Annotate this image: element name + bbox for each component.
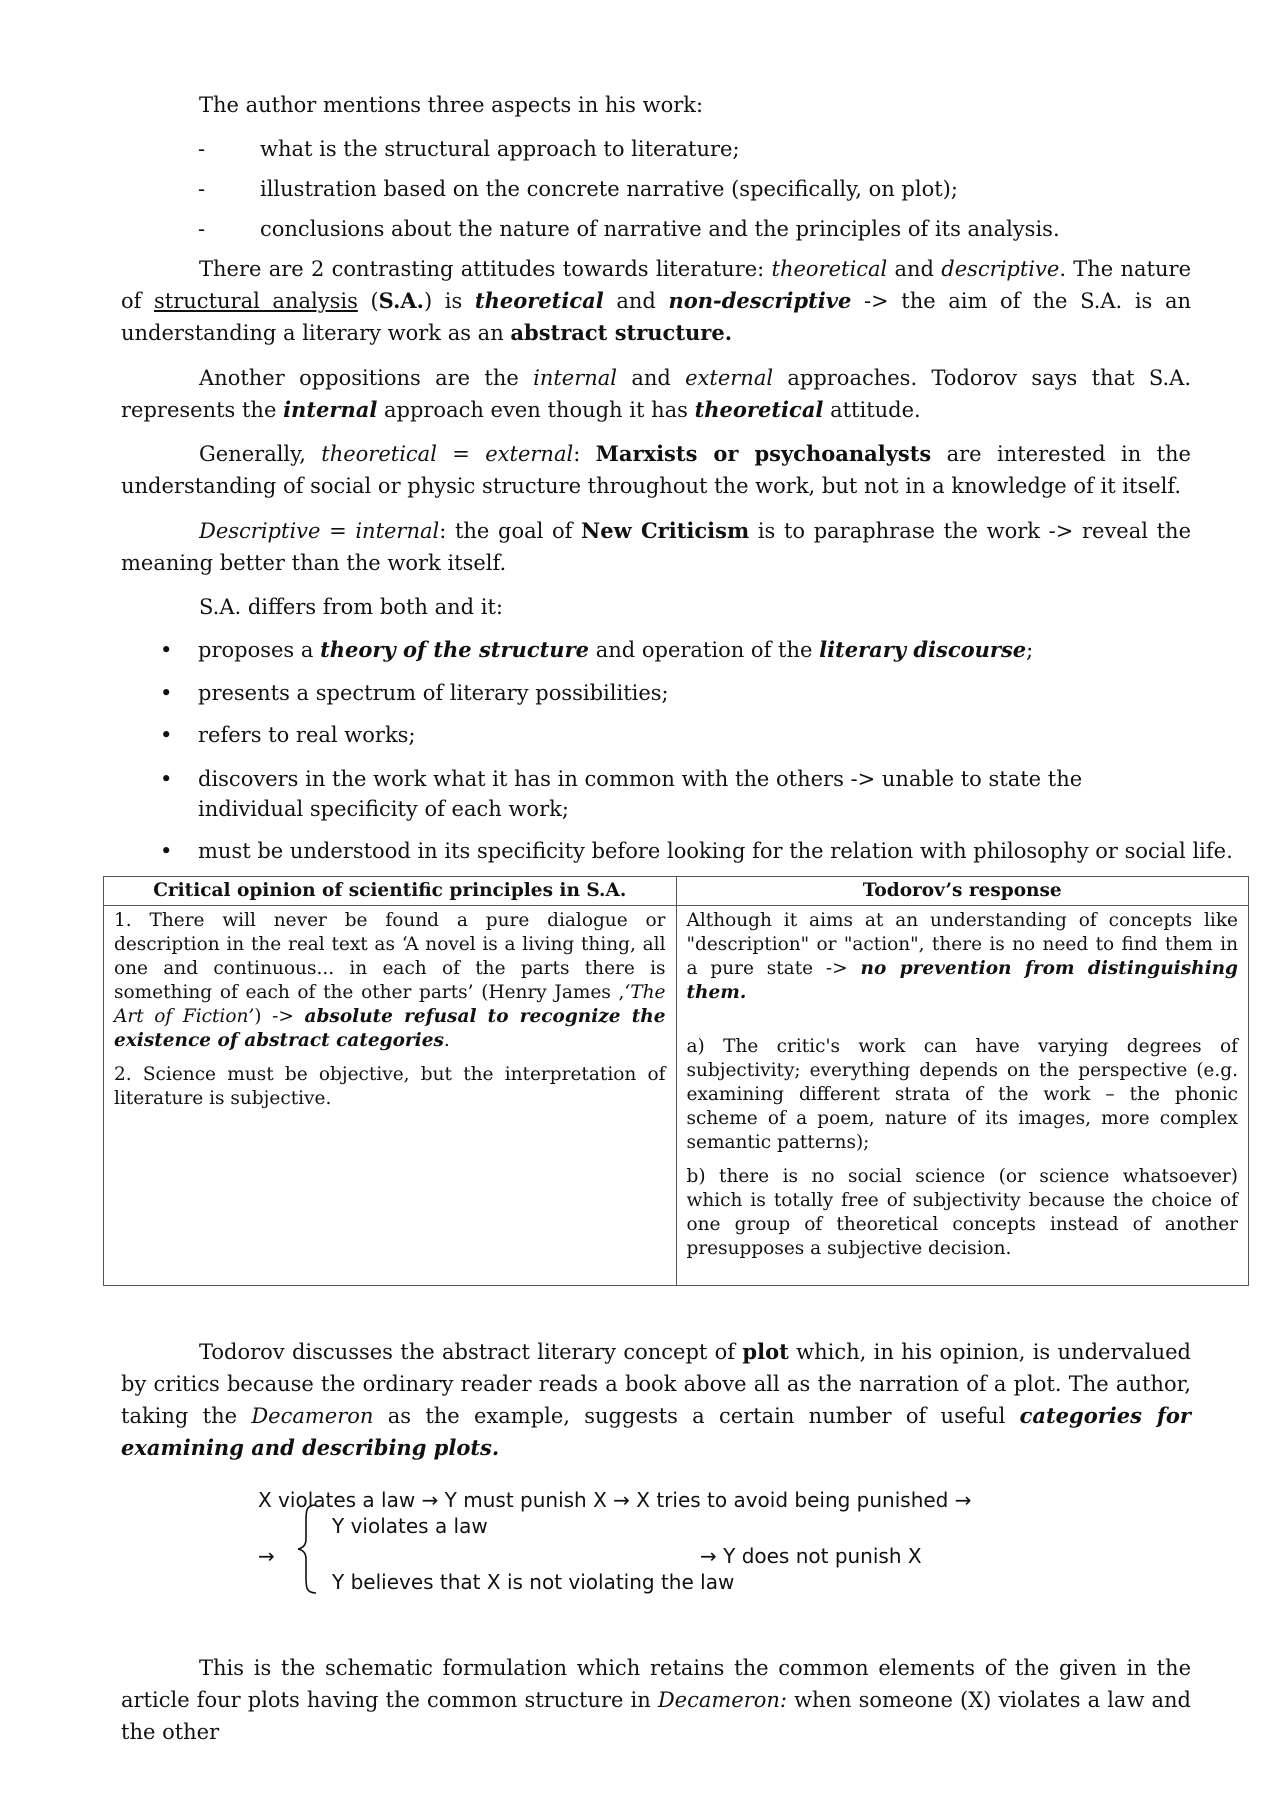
text-run: approach even though it has (377, 398, 695, 422)
bold-italic-term: theory of the structure (320, 637, 590, 662)
bullet-marker: • (160, 839, 173, 863)
aspect-text: illustration based on the concrete narrative (specifically, on plot); (260, 177, 958, 201)
aspect-text: what is the structural approach to literature; (260, 137, 740, 161)
formula-branch-2: Y believes that X is not violating the law (332, 1570, 735, 1594)
formula-left-arrow: → (258, 1544, 275, 1568)
bold-italic-term: theoretical (694, 397, 824, 422)
bold-italic-term: categories for examining and describing plots. (121, 1403, 1191, 1460)
text-run: and operation of the (589, 638, 820, 662)
attitudes-paragraph (121, 253, 1191, 349)
intro-paragraph: The author mentions three aspects in his work: (199, 93, 704, 117)
text-run: proposes a (198, 638, 321, 662)
bold-term: Marxists or psychoanalysts (595, 441, 932, 466)
text-run: There are 2 contrasting attitudes towards literature: (199, 257, 772, 281)
bold-italic-term: literary discourse (819, 637, 1027, 662)
text-run: : (573, 442, 596, 466)
emphasis-text: Decameron (251, 1404, 374, 1428)
emphasis-text: Descriptive = internal (199, 519, 440, 543)
text-run: is to paraphrase the work -> reveal the meaning better than the work itself. (121, 519, 1192, 575)
bold-italic-term: no prevention from distinguishing them. (686, 958, 1238, 1003)
bold-term: S.A. (378, 288, 424, 313)
table-header-critical: Critical opinion of scientific principles in S.A. (104, 877, 677, 906)
table-row (104, 906, 1249, 1286)
bullet-marker: • (160, 681, 173, 705)
plot-paragraph (121, 1336, 1191, 1464)
bullet-text: presents a spectrum of literary possibilities; (198, 681, 669, 705)
bullet-marker: • (160, 767, 173, 791)
text-run: ( (357, 289, 379, 313)
bullet-text: discovers in the work what it has in common with the others -> unable to state the individual specificity of each work; (198, 767, 1083, 821)
table-header-row (104, 877, 1249, 906)
aspect-text: conclusions about the nature of narrative and the principles of its analysis. (260, 217, 1060, 241)
bold-italic-term: theoretical (474, 288, 604, 313)
emphasis-text: internal (533, 366, 618, 390)
response-point-3: b) there is no social science (or science whatsoever) which is totally free of subjectivity because the choice of one group of theoretical concepts instead of another presupposes a subjective decision. (686, 1166, 1238, 1259)
dash-marker: - (198, 137, 206, 161)
text-run: . The nature of (121, 257, 1191, 313)
dash-marker: - (198, 177, 206, 201)
text-run: ) is (424, 289, 475, 313)
text-run: and (617, 366, 686, 390)
generally-paragraph (121, 438, 1191, 502)
text-run: ; (1026, 638, 1034, 662)
text-run: and (887, 257, 942, 281)
final-paragraph (121, 1652, 1191, 1748)
bullet-text (198, 635, 1193, 665)
bold-term: plot (742, 1339, 789, 1364)
bullet-text: refers to real works; (198, 723, 416, 747)
dash-marker: - (198, 217, 206, 241)
text-run: are interested in the understanding of social or physic structure throughout the work, but not in a knowledge of it itself. (121, 442, 1191, 498)
formula-branch-1: Y violates a law (332, 1514, 488, 1538)
curly-brace-icon (296, 1503, 320, 1595)
differs-paragraph: S.A. differs from both and it: (199, 595, 503, 619)
table-cell-critical (104, 906, 677, 1286)
bold-term: abstract structure. (510, 320, 733, 345)
emphasis-text: theoretical (771, 257, 888, 281)
text-run: 1. There will never be found a pure dialogue or description in the real text as ‘A novel is a living thing, all one and continuous... in each of the parts there is something of each of the other parts’ (Henry James , (114, 910, 666, 1003)
text-run: attitude. (823, 398, 921, 422)
text-run: . (443, 1030, 450, 1051)
emphasis-text: ‘The Art of Fiction’ (114, 982, 666, 1027)
emphasis-text: theoretical = external (321, 442, 574, 466)
bullet-marker: • (160, 638, 173, 662)
criticism-table (103, 876, 1249, 1286)
bullet-text: must be understood in its specificity before looking for the relation with philosophy or social life. (198, 839, 1233, 863)
formula-result: → Y does not punish X (700, 1544, 922, 1568)
descriptive-paragraph (121, 515, 1191, 579)
text-run: Generally, (199, 442, 322, 466)
text-run: -> the aim of the S.A. is an understanding a literary work as an (121, 289, 1191, 345)
emphasis-text: Decameron: (657, 1688, 787, 1712)
bold-italic-term: absolute refusal to recognize the existence of abstract categories (114, 1006, 666, 1051)
emphasis-text: descriptive (941, 257, 1060, 281)
underlined-term: structural analysis (154, 289, 358, 313)
response-point-1 (687, 909, 1239, 1005)
text-run: as the example, suggests a certain number of useful (373, 1404, 1020, 1428)
table-cell-response (676, 906, 1249, 1286)
bullet-marker: • (160, 723, 173, 747)
text-run: which, in his opinion, is undervalued by critics because the ordinary reader reads a book above all as the narration of a plot. The author, taking the (121, 1340, 1191, 1428)
text-run: This is the schematic formulation which retains the common elements of the given in the article four plots having the common structure in (121, 1656, 1191, 1712)
internal-paragraph (121, 362, 1191, 426)
emphasis-text: external (685, 366, 774, 390)
bold-italic-term: internal (283, 397, 378, 422)
text-run: when someone (X) violates a law and the other (121, 1688, 1191, 1744)
bold-term: New Criticism (581, 518, 750, 543)
text-run: ) -> (254, 1006, 305, 1027)
table-header-response: Todorov’s response (676, 877, 1249, 906)
critical-point-1 (114, 909, 666, 1053)
text-run: Todorov discusses the abstract literary concept of (199, 1340, 743, 1364)
critical-point-2: 2. Science must be objective, but the interpretation of literature is subjective. (114, 1064, 666, 1109)
text-run: : the goal of (439, 519, 582, 543)
text-run: Although it aims at an understanding of concepts like "description" or "action", there is no need to find them in a pure state -> (686, 910, 1238, 979)
text-run: and (603, 289, 669, 313)
text-run: approaches. Todorov says that S.A. represents the (121, 366, 1191, 422)
response-point-2: a) The critic's work can have varying degrees of subjectivity; everything depends on the perspective (e.g. examining different strata of the work – the phonic scheme of a poem, nature of its images, more complex semantic patterns); (686, 1036, 1238, 1153)
bold-italic-term: non-descriptive (668, 288, 852, 313)
text-run: Another oppositions are the (199, 366, 534, 390)
formula-line-1: X violates a law → Y must punish X → X tries to avoid being punished → (258, 1488, 972, 1512)
